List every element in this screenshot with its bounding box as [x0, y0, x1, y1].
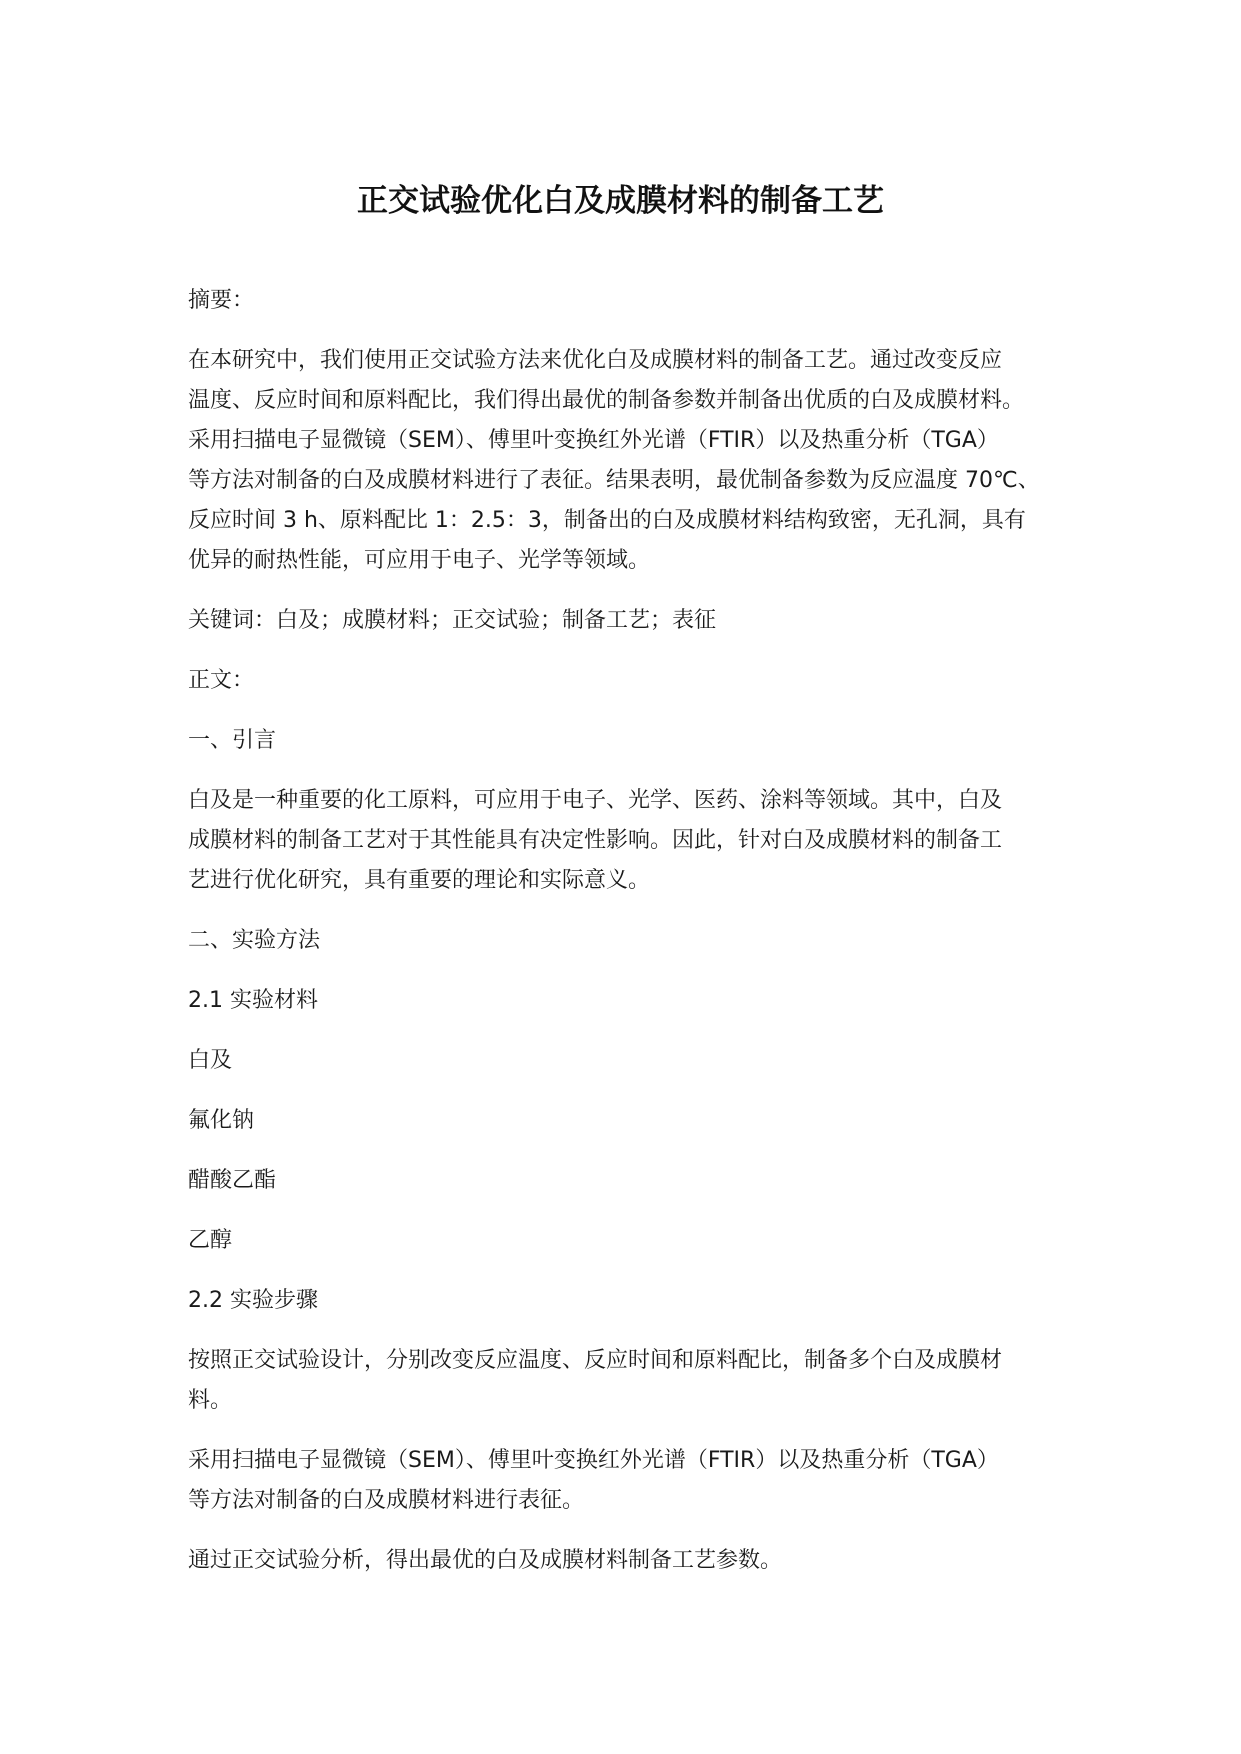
material-item: 氟化钠	[188, 1108, 255, 1133]
step2-line: 采用扫描电子显微镜（SEM）、傅里叶变换红外光谱（FTIR）以及热重分析（TGA）	[188, 1448, 999, 1473]
section2-2-heading: 2.2 实验步骤	[188, 1288, 318, 1313]
step2-paragraph	[188, 1441, 1068, 1521]
abstract-line: 温度、反应时间和原料配比，我们得出最优的制备参数并制备出优质的白及成膜材料。	[188, 388, 1025, 413]
step1-line: 料。	[188, 1388, 233, 1413]
abstract-line: 反应时间 3 h、原料配比 1：2.5：3，制备出的白及成膜材料结构致密，无孔洞，具有	[188, 508, 1026, 533]
section1-heading: 一、引言	[188, 728, 277, 753]
section1-line: 白及是一种重要的化工原料，可应用于电子、光学、医药、涂料等领域。其中，白及	[188, 788, 1003, 813]
abstract-paragraph	[188, 341, 1068, 581]
material-item: 乙醇	[188, 1228, 233, 1253]
abstract-heading: 摘要：	[188, 288, 255, 313]
section1-line: 成膜材料的制备工艺对于其性能具有决定性影响。因此，针对白及成膜材料的制备工	[188, 828, 1003, 853]
document-title: 正交试验优化白及成膜材料的制备工艺	[357, 183, 884, 219]
step3-paragraph: 通过正交试验分析，得出最优的白及成膜材料制备工艺参数。	[188, 1548, 783, 1573]
abstract-line: 采用扫描电子显微镜（SEM）、傅里叶变换红外光谱（FTIR）以及热重分析（TGA）	[188, 428, 999, 453]
body-heading: 正文：	[188, 668, 255, 693]
step1-paragraph	[188, 1341, 1068, 1421]
abstract-line: 在本研究中，我们使用正交试验方法来优化白及成膜材料的制备工艺。通过改变反应	[188, 348, 1003, 373]
abstract-line: 优异的耐热性能，可应用于电子、光学等领域。	[188, 548, 651, 573]
section1-paragraph	[188, 781, 1068, 901]
step1-line: 按照正交试验设计，分别改变反应温度、反应时间和原料配比，制备多个白及成膜材	[188, 1348, 1003, 1373]
section1-line: 艺进行优化研究，具有重要的理论和实际意义。	[188, 868, 651, 893]
keywords: 关键词：白及；成膜材料；正交试验；制备工艺；表征	[188, 608, 717, 633]
abstract-line: 等方法对制备的白及成膜材料进行了表征。结果表明，最优制备参数为反应温度 70℃、	[188, 468, 1040, 493]
section2-1-heading: 2.1 实验材料	[188, 988, 318, 1013]
step2-line: 等方法对制备的白及成膜材料进行表征。	[188, 1488, 585, 1513]
material-item: 白及	[188, 1048, 233, 1073]
section2-heading: 二、实验方法	[188, 928, 321, 953]
material-item: 醋酸乙酯	[188, 1168, 277, 1193]
